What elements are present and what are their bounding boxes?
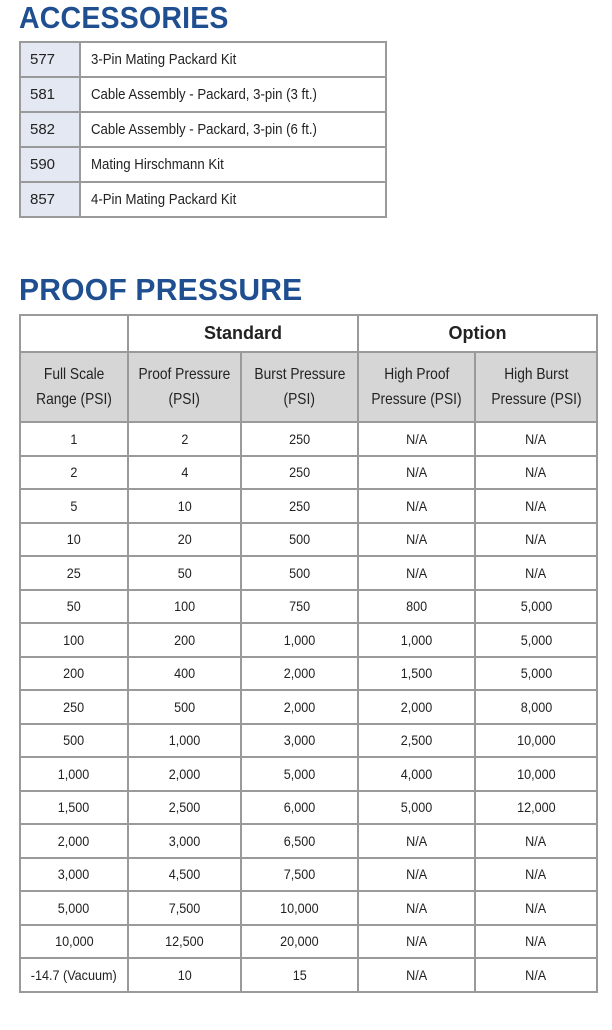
- group-header-blank: [20, 315, 128, 352]
- column-header-line: Range (PSI): [36, 391, 112, 408]
- accessories-title: ACCESSORIES: [19, 0, 229, 35]
- table-cell: [241, 523, 358, 557]
- cell-value: -14.7 (Vacuum): [31, 966, 117, 983]
- cell-value: N/A: [525, 531, 547, 548]
- cell-value: 5,000: [520, 665, 552, 682]
- cell-value: N/A: [406, 464, 428, 481]
- cell-value: 2: [70, 464, 78, 481]
- table-row: [20, 422, 597, 456]
- cell-value: 200: [173, 631, 196, 648]
- cell-value: 10,000: [516, 765, 556, 782]
- table-cell: [241, 590, 358, 624]
- table-cell: [20, 657, 128, 691]
- cell-value: 2,000: [283, 698, 316, 715]
- accessory-description: 3-Pin Mating Packard Kit: [91, 51, 237, 68]
- cell-value: 2,000: [168, 765, 201, 782]
- column-header: [241, 352, 358, 422]
- accessory-description-cell: [80, 112, 386, 147]
- table-cell: [241, 657, 358, 691]
- table-row: [20, 489, 597, 523]
- table-cell: [128, 791, 241, 825]
- table-cell: [475, 891, 597, 925]
- column-header: [20, 352, 128, 422]
- table-cell: [358, 858, 475, 892]
- table-cell: [475, 422, 597, 456]
- table-row: [20, 523, 597, 557]
- table-row: [20, 791, 597, 825]
- cell-value: N/A: [406, 966, 428, 983]
- cell-value: 500: [288, 531, 311, 548]
- table-cell: [128, 422, 241, 456]
- table-row: [20, 657, 597, 691]
- table-cell: [128, 925, 241, 959]
- cell-value: 500: [63, 732, 85, 749]
- cell-value: 2,000: [400, 698, 433, 715]
- table-cell: [475, 523, 597, 557]
- accessory-description: Cable Assembly - Packard, 3-pin (6 ft.): [91, 121, 317, 138]
- column-header: [475, 352, 597, 422]
- cell-value: 1,000: [168, 732, 201, 749]
- table-cell: [241, 556, 358, 590]
- accessory-description-cell: [80, 147, 386, 182]
- accessory-code: 590: [20, 147, 80, 182]
- table-cell: [241, 824, 358, 858]
- cell-value: 5,000: [283, 765, 316, 782]
- column-header-row: [20, 352, 597, 422]
- table-cell: [241, 422, 358, 456]
- table-cell: [20, 456, 128, 490]
- table-cell: [128, 958, 241, 992]
- cell-value: 7,500: [283, 866, 316, 883]
- cell-value: N/A: [525, 966, 547, 983]
- accessory-code: 582: [20, 112, 80, 147]
- accessory-description-cell: [80, 77, 386, 112]
- column-header-line: High Proof: [384, 366, 450, 383]
- table-cell: [241, 891, 358, 925]
- cell-value: 1,000: [400, 631, 433, 648]
- cell-value: 2,000: [58, 832, 90, 849]
- table-cell: [241, 958, 358, 992]
- table-cell: [475, 456, 597, 490]
- table-row: [20, 824, 597, 858]
- table-cell: [128, 690, 241, 724]
- table-cell: [358, 456, 475, 490]
- table-row: [20, 590, 597, 624]
- cell-value: N/A: [525, 430, 547, 447]
- cell-value: 7,500: [168, 899, 201, 916]
- cell-value: 5,000: [400, 799, 433, 816]
- accessory-code: 581: [20, 77, 80, 112]
- cell-value: 4,500: [168, 866, 201, 883]
- cell-value: N/A: [406, 832, 428, 849]
- table-cell: [20, 891, 128, 925]
- accessory-description: 4-Pin Mating Packard Kit: [91, 191, 237, 208]
- cell-value: N/A: [525, 464, 547, 481]
- cell-value: 10: [177, 966, 192, 983]
- table-cell: [358, 623, 475, 657]
- cell-value: 15: [292, 966, 307, 983]
- table-row: [20, 757, 597, 791]
- cell-value: 10,000: [280, 899, 319, 916]
- accessory-description-cell: [80, 42, 386, 77]
- accessories-table: [19, 41, 387, 218]
- table-cell: [358, 556, 475, 590]
- proof-pressure-title: PROOF PRESSURE: [19, 272, 303, 307]
- cell-value: N/A: [525, 866, 547, 883]
- accessory-description: Cable Assembly - Packard, 3-pin (3 ft.): [91, 86, 317, 103]
- table-cell: [128, 891, 241, 925]
- column-header: [128, 352, 241, 422]
- table-cell: [128, 590, 241, 624]
- cell-value: 6,000: [283, 799, 316, 816]
- cell-value: N/A: [406, 497, 428, 514]
- table-cell: [475, 590, 597, 624]
- table-cell: [20, 858, 128, 892]
- table-cell: [20, 757, 128, 791]
- proof-pressure-table-body: [20, 422, 597, 992]
- table-cell: [358, 422, 475, 456]
- table-cell: [358, 958, 475, 992]
- table-cell: [358, 590, 475, 624]
- cell-value: 12,000: [516, 799, 556, 816]
- cell-value: 250: [63, 698, 85, 715]
- cell-value: N/A: [406, 933, 428, 950]
- cell-value: 25: [66, 564, 82, 581]
- cell-value: 20,000: [280, 933, 319, 950]
- cell-value: 1: [70, 430, 78, 447]
- table-cell: [358, 925, 475, 959]
- table-cell: [475, 623, 597, 657]
- table-cell: [20, 422, 128, 456]
- table-cell: [20, 958, 128, 992]
- table-cell: [358, 791, 475, 825]
- cell-value: N/A: [406, 430, 428, 447]
- cell-value: 250: [288, 430, 311, 447]
- cell-value: 2,500: [168, 799, 201, 816]
- table-cell: [241, 690, 358, 724]
- column-header-line: High Burst: [503, 366, 569, 383]
- table-row: [20, 925, 597, 959]
- table-cell: [128, 757, 241, 791]
- column-header: [358, 352, 475, 422]
- table-cell: [475, 556, 597, 590]
- cell-value: 750: [288, 598, 311, 615]
- table-row: [20, 724, 597, 758]
- table-cell: [358, 757, 475, 791]
- cell-value: 1,500: [58, 799, 90, 816]
- accessory-description: Mating Hirschmann Kit: [91, 156, 224, 173]
- table-row: [20, 556, 597, 590]
- table-cell: [241, 623, 358, 657]
- table-cell: [358, 523, 475, 557]
- cell-value: 400: [173, 665, 196, 682]
- accessory-row: [20, 77, 386, 112]
- cell-value: 100: [173, 598, 196, 615]
- table-cell: [20, 523, 128, 557]
- table-cell: [20, 925, 128, 959]
- accessory-description-cell: [80, 182, 386, 217]
- table-cell: [241, 925, 358, 959]
- cell-value: 2,000: [283, 665, 316, 682]
- group-header-row: [20, 315, 597, 352]
- table-cell: [358, 657, 475, 691]
- table-row: [20, 623, 597, 657]
- cell-value: 3,000: [283, 732, 316, 749]
- cell-value: 5: [70, 497, 78, 514]
- table-cell: [475, 858, 597, 892]
- table-row: [20, 958, 597, 992]
- table-cell: [128, 523, 241, 557]
- table-cell: [20, 623, 128, 657]
- column-header-line: Full Scale: [43, 366, 105, 383]
- column-header-line: (PSI): [283, 391, 316, 408]
- table-cell: [128, 657, 241, 691]
- cell-value: N/A: [406, 899, 428, 916]
- cell-value: 12,500: [165, 933, 204, 950]
- table-cell: [20, 489, 128, 523]
- table-cell: [475, 958, 597, 992]
- proof-pressure-table-head: [20, 315, 597, 422]
- column-header-line: Pressure (PSI): [490, 391, 582, 408]
- cell-value: 800: [405, 598, 428, 615]
- cell-value: 3,000: [58, 866, 90, 883]
- column-header-line: Pressure (PSI): [371, 391, 462, 408]
- cell-value: N/A: [525, 497, 547, 514]
- cell-value: 250: [288, 497, 311, 514]
- cell-value: 500: [173, 698, 196, 715]
- table-cell: [128, 623, 241, 657]
- column-header-line: Burst Pressure: [254, 366, 345, 383]
- table-cell: [475, 925, 597, 959]
- table-cell: [241, 791, 358, 825]
- table-row: [20, 858, 597, 892]
- cell-value: N/A: [406, 564, 428, 581]
- table-cell: [20, 556, 128, 590]
- table-cell: [358, 824, 475, 858]
- accessory-code: 857: [20, 182, 80, 217]
- table-row: [20, 456, 597, 490]
- cell-value: 2: [180, 430, 189, 447]
- cell-value: 1,000: [283, 631, 316, 648]
- cell-value: 50: [66, 598, 82, 615]
- table-cell: [20, 724, 128, 758]
- table-cell: [475, 791, 597, 825]
- table-cell: [20, 791, 128, 825]
- cell-value: 10,000: [54, 933, 94, 950]
- cell-value: 3,000: [168, 832, 201, 849]
- cell-value: N/A: [525, 899, 547, 916]
- cell-value: 6,500: [283, 832, 316, 849]
- table-cell: [358, 489, 475, 523]
- cell-value: 4: [180, 464, 189, 481]
- accessories-table-body: [20, 42, 386, 217]
- table-cell: [241, 489, 358, 523]
- table-cell: [475, 690, 597, 724]
- cell-value: 100: [63, 631, 85, 648]
- table-cell: [128, 824, 241, 858]
- table-cell: [128, 724, 241, 758]
- cell-value: 10: [66, 531, 82, 548]
- cell-value: N/A: [406, 531, 428, 548]
- cell-value: 1,000: [58, 765, 90, 782]
- cell-value: 500: [288, 564, 311, 581]
- cell-value: 4,000: [400, 765, 433, 782]
- accessory-row: [20, 112, 386, 147]
- table-cell: [128, 489, 241, 523]
- cell-value: 20: [177, 531, 192, 548]
- accessory-row: [20, 42, 386, 77]
- column-header-line: Proof Pressure: [138, 366, 231, 383]
- table-cell: [358, 891, 475, 925]
- table-cell: [475, 824, 597, 858]
- table-cell: [358, 724, 475, 758]
- proof-pressure-table: [19, 314, 598, 993]
- table-cell: [475, 757, 597, 791]
- cell-value: 5,000: [58, 899, 90, 916]
- column-header-line: (PSI): [168, 391, 201, 408]
- cell-value: 200: [63, 665, 85, 682]
- accessory-row: [20, 182, 386, 217]
- cell-value: 1,500: [400, 665, 433, 682]
- table-cell: [20, 824, 128, 858]
- table-cell: [475, 657, 597, 691]
- table-cell: [241, 724, 358, 758]
- table-cell: [128, 556, 241, 590]
- table-row: [20, 891, 597, 925]
- cell-value: N/A: [406, 866, 428, 883]
- table-cell: [475, 489, 597, 523]
- group-header-standard: Standard: [128, 315, 358, 352]
- cell-value: 250: [288, 464, 311, 481]
- table-cell: [358, 690, 475, 724]
- cell-value: 10: [177, 497, 192, 514]
- cell-value: 2,500: [400, 732, 433, 749]
- table-cell: [241, 858, 358, 892]
- table-row: [20, 690, 597, 724]
- accessory-row: [20, 147, 386, 182]
- cell-value: N/A: [525, 564, 547, 581]
- table-cell: [128, 456, 241, 490]
- accessory-code: 577: [20, 42, 80, 77]
- cell-value: 50: [177, 564, 192, 581]
- table-cell: [475, 724, 597, 758]
- table-cell: [241, 456, 358, 490]
- table-cell: [128, 858, 241, 892]
- cell-value: 8,000: [520, 698, 552, 715]
- table-cell: [20, 690, 128, 724]
- group-header-option: Option: [358, 315, 597, 352]
- cell-value: N/A: [525, 933, 547, 950]
- table-cell: [20, 590, 128, 624]
- cell-value: 5,000: [520, 598, 552, 615]
- cell-value: N/A: [525, 832, 547, 849]
- cell-value: 10,000: [516, 732, 556, 749]
- cell-value: 5,000: [520, 631, 552, 648]
- table-cell: [241, 757, 358, 791]
